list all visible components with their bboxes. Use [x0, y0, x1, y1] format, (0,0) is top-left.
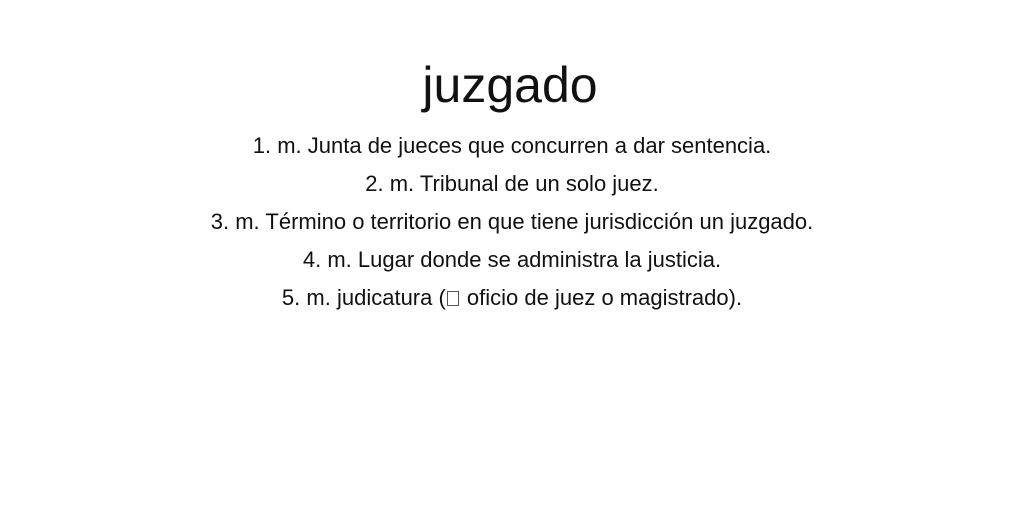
- definition-4: [0, 241, 1024, 279]
- definition-text: Tribunal de un solo juez.: [419, 171, 659, 196]
- grammatical-category: m.: [235, 209, 260, 234]
- grammatical-category: m.: [389, 171, 415, 196]
- definition-text: Junta de jueces que concurren a dar sentencia.: [307, 133, 772, 158]
- definition-number: 4.: [302, 247, 322, 272]
- definition-number: 2.: [365, 171, 384, 196]
- definition-text: Lugar donde se administra la justicia.: [357, 247, 722, 272]
- headword: juzgado: [422, 57, 598, 113]
- definition-list: [0, 127, 1024, 317]
- definition-text-before-symbol: judicatura (: [336, 285, 446, 310]
- definition-3: [0, 203, 1024, 241]
- definition-text-after-symbol: oficio de juez o magistrado).: [460, 285, 743, 310]
- definition-number: 5.: [281, 285, 301, 310]
- definition-1: [0, 127, 1024, 165]
- definition-number: 3.: [210, 209, 230, 234]
- grammatical-category: m.: [306, 285, 331, 310]
- definition-5: [0, 279, 1024, 317]
- definition-number: 1.: [252, 133, 272, 158]
- definition-text: Término o territorio en que tiene jurisdicción un juzgado.: [265, 209, 814, 234]
- grammatical-category: m.: [277, 133, 302, 158]
- definition-2: [0, 165, 1024, 203]
- grammatical-category: m.: [327, 247, 352, 272]
- missing-glyph-icon: [447, 291, 459, 306]
